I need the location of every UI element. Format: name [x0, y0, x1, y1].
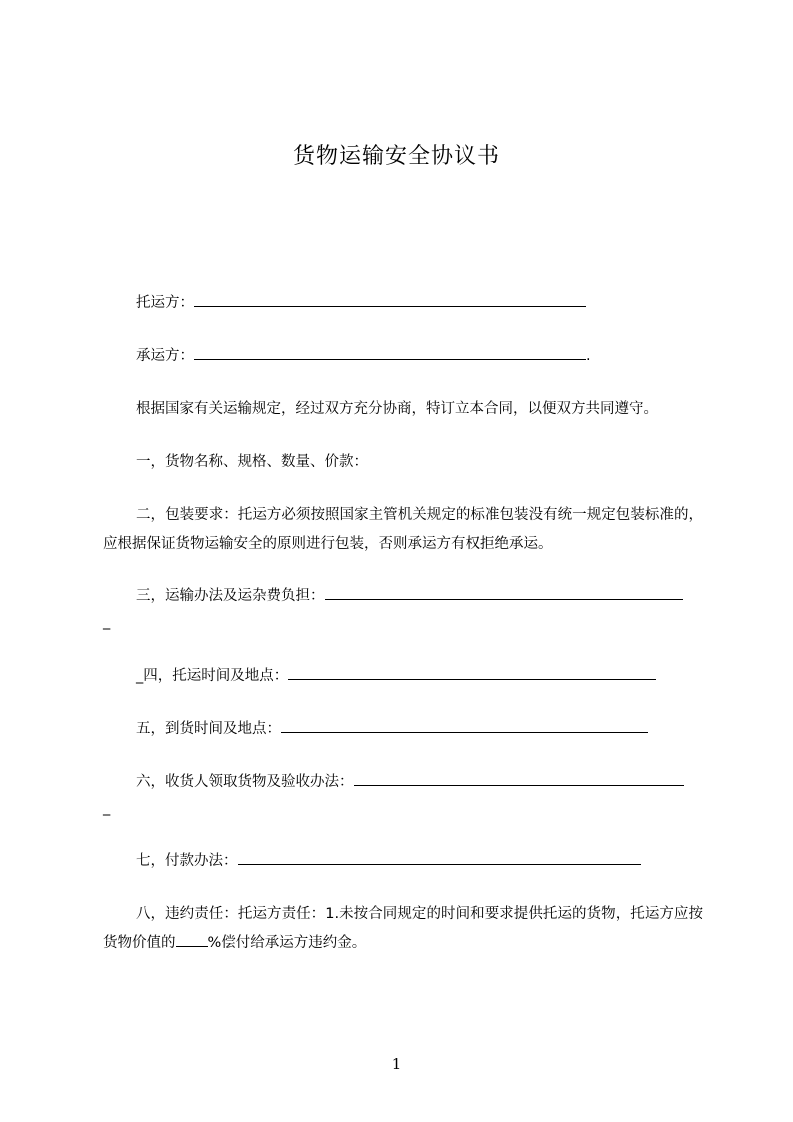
intro-paragraph: 根据国家有关运输规定，经过双方充分协商，特订立本合同，以便双方共同遵守。: [136, 401, 658, 417]
carrier-end: .: [586, 348, 591, 364]
clause-5-label: 五，到货时间及地点：: [136, 721, 281, 737]
carrier-blank[interactable]: [194, 345, 586, 360]
clause-4-prefix: _: [136, 668, 144, 684]
shipper-blank[interactable]: [194, 292, 586, 307]
clause-6-wrap: _: [103, 800, 111, 816]
clause-1: 一，货物名称、规格、数量、价款：: [136, 454, 368, 470]
shipper-line: [103, 292, 736, 313]
clause-4-blank[interactable]: [288, 665, 656, 680]
clause-3-blank[interactable]: [325, 585, 683, 600]
clause-7-blank[interactable]: [238, 850, 641, 865]
clause-8-part2: %偿付给承运方违约金。: [207, 935, 367, 951]
clause-6-blank[interactable]: [354, 771, 684, 786]
clause-3-wrap: _: [103, 614, 111, 630]
clause-4-label: 四，托运时间及地点：: [143, 668, 289, 684]
clause-2: 二，包装要求：托运方必须按照国家主管机关规定的标准包装没有统一规定包装标准的，应根据保证货物运输安全的原则进行包装，否则承运方有权拒绝承运。: [103, 507, 703, 552]
clause-3-line: [103, 585, 736, 606]
carrier-line: [103, 345, 736, 366]
clause-7-label: 七，付款办法：: [136, 853, 238, 869]
clause-4-line: [103, 665, 736, 686]
clause-5-blank[interactable]: [281, 718, 648, 733]
shipper-label: 托运方：: [136, 295, 194, 311]
clause-8: [103, 900, 703, 958]
clause-6-label: 六，收货人领取货物及验收办法：: [136, 774, 354, 790]
clause-5-line: [103, 718, 736, 739]
clause-8-blank[interactable]: [176, 932, 208, 947]
document-title: 货物运输安全协议书: [292, 144, 500, 169]
page-number: 1: [391, 1055, 402, 1073]
clause-7-line: [103, 850, 736, 871]
carrier-label: 承运方：: [136, 348, 194, 364]
clause-8-part1: 八，违约责任：托运方责任：1.未按合同规定的时间和要求提供托运的货物，托运方应按货物价值的: [103, 906, 703, 951]
clause-6-line: [103, 771, 736, 792]
clause-3-label: 三，运输办法及运杂费负担：: [136, 588, 325, 604]
